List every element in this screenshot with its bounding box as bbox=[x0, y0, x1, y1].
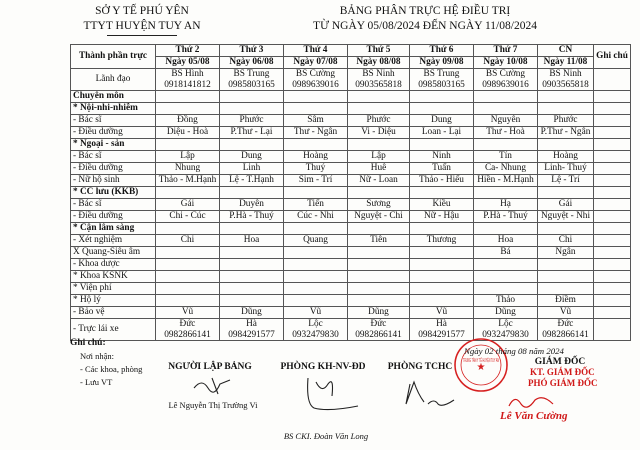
duty-cell: Thương bbox=[410, 235, 474, 247]
row-label: - Bác sĩ bbox=[71, 115, 156, 127]
duty-cell: Phước bbox=[538, 115, 594, 127]
duty-cell: Hoàng bbox=[538, 151, 594, 163]
day-header: Thứ 7 bbox=[474, 45, 538, 57]
driver-phone: 0984291577 bbox=[418, 329, 465, 340]
duty-cell: Chi bbox=[156, 235, 220, 247]
driver-phone: 0932479830 bbox=[292, 329, 339, 340]
driver-name: Lộc bbox=[308, 319, 323, 330]
row-label: * Ngoại - sản bbox=[71, 139, 156, 151]
duty-cell: Phước bbox=[348, 115, 410, 127]
notes-cell bbox=[594, 271, 631, 283]
duty-cell bbox=[156, 271, 220, 283]
duty-cell bbox=[474, 139, 538, 151]
notes-cell bbox=[594, 103, 631, 115]
duty-cell: Vũ bbox=[284, 307, 348, 319]
duty-cell bbox=[410, 139, 474, 151]
duty-cell: Vũ bbox=[538, 307, 594, 319]
schedule-row bbox=[71, 283, 631, 295]
duty-cell: Thư - Hoà bbox=[474, 127, 538, 139]
header-underline bbox=[107, 35, 177, 36]
leader-cell bbox=[156, 69, 220, 91]
schedule-row bbox=[71, 103, 631, 115]
row-label: - Bác sĩ bbox=[71, 151, 156, 163]
duty-cell bbox=[284, 247, 348, 259]
duty-cell bbox=[220, 259, 284, 271]
duty-cell: Nhung bbox=[156, 163, 220, 175]
recipient-archive: - Lưu VT bbox=[80, 377, 113, 387]
duty-cell bbox=[348, 295, 410, 307]
document-date-range: TỪ NGÀY 05/08/2024 ĐẾN NGÀY 11/08/2024 bbox=[313, 20, 537, 32]
duty-cell bbox=[474, 223, 538, 235]
duty-cell bbox=[348, 271, 410, 283]
notes-cell bbox=[594, 163, 631, 175]
duty-cell bbox=[156, 139, 220, 151]
recipient-departments: - Các khoa, phòng bbox=[80, 364, 143, 374]
notes-cell bbox=[594, 235, 631, 247]
duty-cell bbox=[474, 103, 538, 115]
duty-cell bbox=[220, 247, 284, 259]
duty-cell bbox=[410, 187, 474, 199]
schedule-row bbox=[71, 175, 631, 187]
duty-cell: Ninh bbox=[410, 151, 474, 163]
notes-cell bbox=[594, 223, 631, 235]
duty-cell: Dung bbox=[410, 115, 474, 127]
header-row-days bbox=[71, 45, 631, 57]
notes-cell bbox=[594, 199, 631, 211]
driver-name: Hà bbox=[436, 319, 447, 330]
duty-cell: Loan - Lại bbox=[410, 127, 474, 139]
duty-cell: Linh- Thuý bbox=[538, 163, 594, 175]
leader-name: BS Cường bbox=[295, 69, 336, 80]
duty-cell: Dũng bbox=[220, 307, 284, 319]
planning-dept-name: BS CKI. Đoàn Văn Long bbox=[283, 431, 369, 441]
notes-header: Ghi chú bbox=[594, 45, 631, 69]
acting-director-label: KT. GIÁM ĐỐC bbox=[530, 367, 595, 377]
duty-cell: Nguyệt - Chi bbox=[348, 211, 410, 223]
duty-cell: Hiền - M.Hạnh bbox=[474, 175, 538, 187]
leader-phone: 0918141812 bbox=[164, 79, 211, 90]
notes-cell bbox=[594, 139, 631, 151]
leader-cell bbox=[348, 69, 410, 91]
duty-cell bbox=[220, 295, 284, 307]
duty-cell bbox=[284, 295, 348, 307]
vice-director-label: PHÓ GIÁM ĐỐC bbox=[528, 378, 598, 388]
duty-cell: Tiên bbox=[348, 235, 410, 247]
schedule-row bbox=[71, 211, 631, 223]
row-label: - Điều dưỡng bbox=[71, 127, 156, 139]
duty-cell bbox=[410, 295, 474, 307]
duty-cell: Chi - Cúc bbox=[156, 211, 220, 223]
organization-header bbox=[72, 4, 212, 36]
duty-cell: Linh bbox=[220, 163, 284, 175]
department-name: SỞ Y TẾ PHÚ YÊN bbox=[95, 5, 189, 17]
planning-dept-signature bbox=[288, 374, 368, 414]
duty-cell bbox=[410, 91, 474, 103]
duty-cell: Tuấn bbox=[410, 163, 474, 175]
duty-cell: Hoa bbox=[220, 235, 284, 247]
director-name: Lê Văn Cường bbox=[500, 410, 568, 422]
planning-dept-title: PHÒNG KH-NV-ĐD bbox=[280, 362, 366, 372]
duty-cell: Vũ bbox=[156, 307, 220, 319]
duty-cell: Duyên bbox=[220, 199, 284, 211]
duty-cell bbox=[284, 103, 348, 115]
date-header: Ngày 10/08 bbox=[474, 57, 538, 69]
duty-cell bbox=[474, 187, 538, 199]
notes-cell bbox=[594, 259, 631, 271]
duty-cell bbox=[410, 103, 474, 115]
preparer-signature bbox=[190, 374, 240, 396]
document-title: BẢNG PHÂN TRỰC HỆ ĐIỀU TRỊ bbox=[339, 5, 511, 17]
driver-name: Đức bbox=[179, 319, 196, 330]
row-label: - Xét nghiệm bbox=[71, 235, 156, 247]
leader-cell bbox=[538, 69, 594, 91]
notes-cell bbox=[594, 211, 631, 223]
duty-cell bbox=[220, 271, 284, 283]
driver-phone: 0984291577 bbox=[228, 329, 275, 340]
duty-cell bbox=[284, 91, 348, 103]
duty-cell: Lệ - Trí bbox=[538, 175, 594, 187]
row-label: X Quang-Siêu âm bbox=[71, 247, 156, 259]
duty-cell: Vi - Diệu bbox=[348, 127, 410, 139]
leader-name: BS Ninh bbox=[362, 69, 395, 80]
duty-cell: Lệ - T.Hạnh bbox=[220, 175, 284, 187]
day-header: Thứ 2 bbox=[156, 45, 220, 57]
schedule-row bbox=[71, 151, 631, 163]
duty-cell: P.Thư - Ngân bbox=[538, 127, 594, 139]
leader-phone: 0985803165 bbox=[228, 79, 275, 90]
duty-cell bbox=[410, 247, 474, 259]
notes-cell bbox=[594, 115, 631, 127]
duty-cell bbox=[538, 103, 594, 115]
day-header: Thứ 3 bbox=[220, 45, 284, 57]
duty-cell: Chi bbox=[538, 235, 594, 247]
duty-cell bbox=[284, 283, 348, 295]
leader-cell bbox=[284, 69, 348, 91]
duty-cell: Lập bbox=[348, 151, 410, 163]
duty-cell: Dung bbox=[220, 151, 284, 163]
schedule-row bbox=[71, 91, 631, 103]
duty-cell bbox=[220, 91, 284, 103]
leader-name: BS Hình bbox=[171, 69, 204, 80]
duty-cell: Quang bbox=[284, 235, 348, 247]
driver-cell bbox=[348, 319, 410, 341]
duty-cell bbox=[474, 271, 538, 283]
driver-cell bbox=[284, 319, 348, 341]
duty-cell bbox=[156, 247, 220, 259]
driver-phone: 0932479830 bbox=[482, 329, 529, 340]
date-header: Ngày 06/08 bbox=[220, 57, 284, 69]
duty-cell bbox=[156, 223, 220, 235]
notes-cell bbox=[594, 319, 631, 341]
duty-role-header: Thành phần trực bbox=[71, 45, 156, 69]
row-label: * Cận lâm sàng bbox=[71, 223, 156, 235]
leader-cell bbox=[220, 69, 284, 91]
duty-cell bbox=[538, 259, 594, 271]
duty-cell bbox=[220, 223, 284, 235]
duty-cell: Tín bbox=[474, 151, 538, 163]
document-title-block bbox=[300, 4, 550, 34]
row-label: - Trực lái xe bbox=[71, 319, 156, 341]
duty-cell bbox=[348, 103, 410, 115]
duty-cell bbox=[220, 139, 284, 151]
duty-cell bbox=[156, 259, 220, 271]
duty-cell: P.Hà - Thuý bbox=[474, 211, 538, 223]
driver-cell bbox=[156, 319, 220, 341]
driver-name: Hà bbox=[246, 319, 257, 330]
director-signature bbox=[505, 392, 565, 412]
notes-cell bbox=[594, 283, 631, 295]
duty-cell: Huê bbox=[348, 163, 410, 175]
duty-cell: Điềm bbox=[538, 295, 594, 307]
driver-phone: 0982866141 bbox=[355, 329, 402, 340]
notes-cell bbox=[594, 127, 631, 139]
notes-cell bbox=[594, 175, 631, 187]
schedule-row bbox=[71, 127, 631, 139]
duty-cell: Đồng bbox=[156, 115, 220, 127]
leader-name: BS Trung bbox=[423, 69, 460, 80]
driver-name: Đức bbox=[557, 319, 574, 330]
duty-cell: Hạ bbox=[474, 199, 538, 211]
duty-cell bbox=[538, 223, 594, 235]
row-label: Chuyên môn bbox=[71, 91, 156, 103]
duty-cell: Phước bbox=[220, 115, 284, 127]
leader-cell bbox=[410, 69, 474, 91]
preparer-title: NGƯỜI LẬP BẢNG bbox=[168, 362, 252, 372]
duty-cell bbox=[538, 187, 594, 199]
duty-cell: Nguyệt - Nhi bbox=[538, 211, 594, 223]
duty-cell bbox=[474, 283, 538, 295]
duty-cell: Vũ bbox=[410, 307, 474, 319]
duty-cell bbox=[284, 271, 348, 283]
recipients-block bbox=[80, 350, 142, 389]
admin-dept-title: PHÒNG TCHC bbox=[387, 362, 453, 372]
duty-cell bbox=[348, 187, 410, 199]
schedule-row bbox=[71, 139, 631, 151]
duty-cell bbox=[348, 247, 410, 259]
schedule-row bbox=[71, 307, 631, 319]
duty-cell bbox=[156, 103, 220, 115]
day-header: Thứ 4 bbox=[284, 45, 348, 57]
schedule-row bbox=[71, 247, 631, 259]
duty-cell: Sâm bbox=[284, 115, 348, 127]
day-header: CN bbox=[538, 45, 594, 57]
duty-cell bbox=[284, 259, 348, 271]
duty-cell: P.Thư - Lại bbox=[220, 127, 284, 139]
duty-cell: Dũng bbox=[348, 307, 410, 319]
duty-cell bbox=[348, 139, 410, 151]
driver-name: Lộc bbox=[498, 319, 513, 330]
schedule-row bbox=[71, 295, 631, 307]
leader-phone: 0989639016 bbox=[292, 79, 339, 90]
duty-cell bbox=[284, 187, 348, 199]
duty-cell: Gái bbox=[156, 199, 220, 211]
schedule-row bbox=[71, 187, 631, 199]
day-header: Thứ 5 bbox=[348, 45, 410, 57]
duty-cell: Sương bbox=[348, 199, 410, 211]
duty-cell: Ca- Nhung bbox=[474, 163, 538, 175]
duty-cell: Hoàng bbox=[284, 151, 348, 163]
duty-cell bbox=[156, 187, 220, 199]
leader-phone: 0989639016 bbox=[482, 79, 529, 90]
duty-schedule-table bbox=[70, 44, 631, 341]
row-label: - Điều dưỡng bbox=[71, 163, 156, 175]
schedule-row bbox=[71, 163, 631, 175]
leader-phone: 0903565818 bbox=[542, 79, 589, 90]
schedule-row bbox=[71, 223, 631, 235]
duty-cell bbox=[538, 91, 594, 103]
duty-cell bbox=[156, 91, 220, 103]
preparer-name: Lê Nguyễn Thị Trường Vi bbox=[168, 400, 258, 410]
duty-cell bbox=[474, 259, 538, 271]
duty-cell: Gái bbox=[538, 199, 594, 211]
date-header: Ngày 05/08 bbox=[156, 57, 220, 69]
row-label: - Bảo vệ bbox=[71, 307, 156, 319]
duty-cell bbox=[410, 271, 474, 283]
notes-cell bbox=[594, 69, 631, 91]
duty-cell: Sim - Trí bbox=[284, 175, 348, 187]
recipients-label: Nơi nhận: bbox=[80, 351, 115, 361]
driver-phone: 0982866141 bbox=[164, 329, 211, 340]
duty-cell bbox=[220, 103, 284, 115]
date-header: Ngày 09/08 bbox=[410, 57, 474, 69]
duty-cell: Ngân bbox=[538, 247, 594, 259]
svg-text:★: ★ bbox=[476, 362, 486, 373]
notes-cell bbox=[594, 91, 631, 103]
duty-cell: Dũng bbox=[474, 307, 538, 319]
signing-date: Ngày 02 tháng 08 năm 2024 bbox=[464, 346, 564, 356]
leader-name: BS Ninh bbox=[549, 69, 582, 80]
duty-cell bbox=[284, 223, 348, 235]
leader-cell bbox=[474, 69, 538, 91]
duty-cell: Thuý bbox=[284, 163, 348, 175]
row-label: - Điều dưỡng bbox=[71, 211, 156, 223]
notes-label: Ghi chú: bbox=[70, 338, 106, 348]
row-label: Lãnh đạo bbox=[71, 69, 156, 91]
duty-cell: Kiều bbox=[410, 199, 474, 211]
row-label: * Hộ lý bbox=[71, 295, 156, 307]
duty-cell: Lập bbox=[156, 151, 220, 163]
duty-cell: Nguyên bbox=[474, 115, 538, 127]
driver-name: Đức bbox=[370, 319, 387, 330]
row-label: - Khoa dược bbox=[71, 259, 156, 271]
duty-cell bbox=[156, 295, 220, 307]
date-header: Ngày 11/08 bbox=[538, 57, 594, 69]
duty-cell bbox=[220, 187, 284, 199]
notes-cell bbox=[594, 247, 631, 259]
drivers-row bbox=[71, 319, 631, 341]
duty-cell: Thư - Ngân bbox=[284, 127, 348, 139]
duty-cell bbox=[410, 283, 474, 295]
row-label: - Nữ hộ sinh bbox=[71, 175, 156, 187]
notes-cell bbox=[594, 307, 631, 319]
duty-cell bbox=[348, 91, 410, 103]
duty-cell bbox=[410, 223, 474, 235]
duty-cell: Thảo bbox=[474, 295, 538, 307]
duty-cell bbox=[348, 223, 410, 235]
duty-cell bbox=[284, 139, 348, 151]
driver-phone: 0982866141 bbox=[542, 329, 589, 340]
schedule-row bbox=[71, 235, 631, 247]
duty-cell bbox=[538, 271, 594, 283]
leader-name: BS Cường bbox=[485, 69, 526, 80]
duty-cell: Thảo - M.Hạnh bbox=[156, 175, 220, 187]
duty-cell: Diệu - Hoà bbox=[156, 127, 220, 139]
duty-cell bbox=[348, 259, 410, 271]
duty-cell bbox=[220, 283, 284, 295]
duty-cell: Bá bbox=[474, 247, 538, 259]
date-header: Ngày 08/08 bbox=[348, 57, 410, 69]
notes-cell bbox=[594, 151, 631, 163]
duty-cell: Nữ - Hậu bbox=[410, 211, 474, 223]
schedule-row bbox=[71, 271, 631, 283]
duty-cell: Nữ - Loan bbox=[348, 175, 410, 187]
row-label: - Bác sĩ bbox=[71, 199, 156, 211]
duty-cell bbox=[474, 91, 538, 103]
director-title: GIÁM ĐỐC bbox=[534, 357, 586, 367]
schedule-row bbox=[71, 115, 631, 127]
duty-cell bbox=[538, 139, 594, 151]
schedule-row bbox=[71, 199, 631, 211]
center-name: TTYT HUYỆN TUY AN bbox=[83, 20, 201, 32]
leader-phone: 0903565818 bbox=[355, 79, 402, 90]
duty-cell bbox=[410, 259, 474, 271]
duty-cell: Tiến bbox=[284, 199, 348, 211]
leaders-row bbox=[71, 69, 631, 91]
day-header: Thứ 6 bbox=[410, 45, 474, 57]
date-header: Ngày 07/08 bbox=[284, 57, 348, 69]
duty-cell: P.Hà - Thuý bbox=[220, 211, 284, 223]
driver-cell bbox=[220, 319, 284, 341]
duty-cell: Cúc - Nhi bbox=[284, 211, 348, 223]
duty-cell: Thảo - Hiếu bbox=[410, 175, 474, 187]
schedule-row bbox=[71, 259, 631, 271]
leader-name: BS Trung bbox=[233, 69, 270, 80]
row-label: * Viện phí bbox=[71, 283, 156, 295]
row-label: * Nội-nhi-nhiễm bbox=[71, 103, 156, 115]
row-label: * CC lưu (KKB) bbox=[71, 187, 156, 199]
notes-cell bbox=[594, 295, 631, 307]
duty-cell: Hoa bbox=[474, 235, 538, 247]
leader-phone: 0985803165 bbox=[418, 79, 465, 90]
duty-cell bbox=[538, 283, 594, 295]
driver-cell bbox=[538, 319, 594, 341]
stamp-text: TRUNG TÂM Y TẾ HUYỆN TUY AN bbox=[463, 358, 552, 364]
duty-cell bbox=[156, 283, 220, 295]
duty-cell bbox=[348, 283, 410, 295]
row-label: * Khoa KSNK bbox=[71, 271, 156, 283]
notes-cell bbox=[594, 187, 631, 199]
